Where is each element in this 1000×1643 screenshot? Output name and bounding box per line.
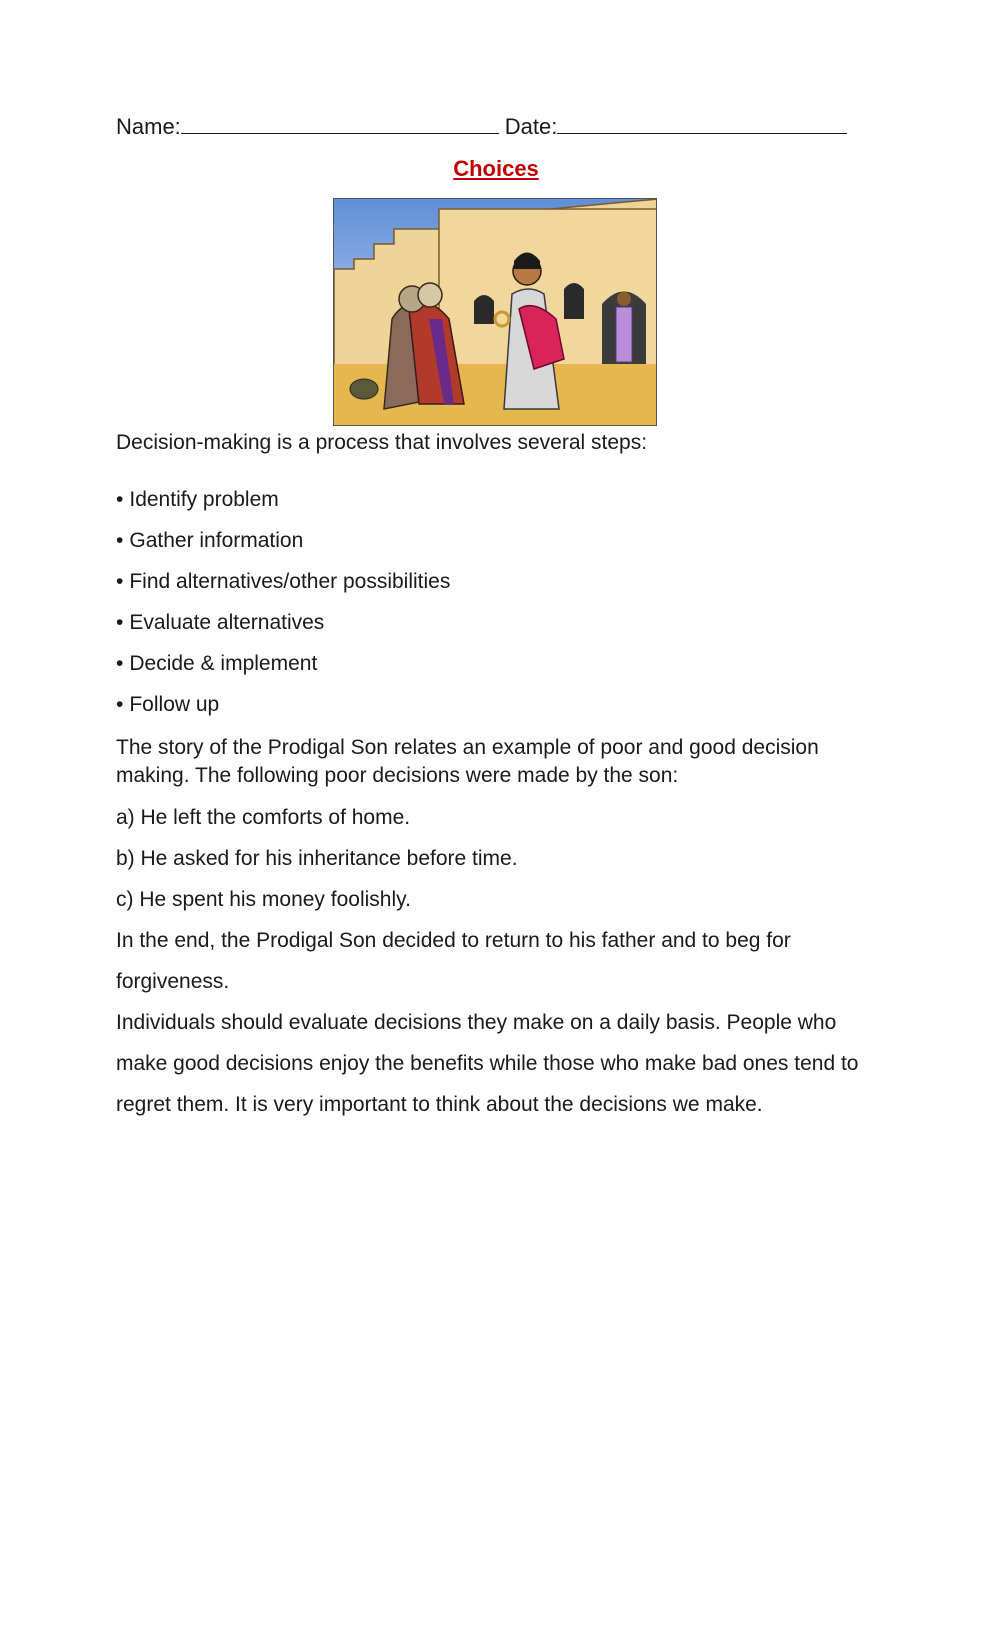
list-item: b) He asked for his inheritance before time. (116, 847, 518, 870)
conclusion-paragraph: Individuals should evaluate decisions they make on a daily basis. People who make good decisions enjoy the benefits while those who make bad ones tend to regret them. It is very important to think about the decisions we make. (116, 1011, 859, 1116)
name-label: Name: (116, 114, 181, 139)
page-title: Choices (453, 156, 539, 181)
intro-text: Decision-making is a process that involves several steps: (116, 431, 648, 454)
list-item: • Follow up (116, 691, 876, 732)
list-item: • Decide & implement (116, 650, 876, 691)
date-blank-line[interactable] (557, 115, 847, 134)
name-blank-line[interactable] (181, 115, 499, 134)
list-item: c) He spent his money foolishly. (116, 888, 411, 911)
prodigal-son-illustration (333, 198, 657, 426)
list-item: • Identify problem (116, 486, 876, 527)
ending-paragraph: In the end, the Prodigal Son decided to return to his father and to beg for forgiveness. (116, 929, 791, 993)
list-item: a) He left the comforts of home. (116, 806, 411, 829)
list-item: • Gather information (116, 527, 876, 568)
decision-steps-list (116, 486, 876, 732)
poor-decisions-list (116, 804, 876, 927)
date-label: Date: (504, 114, 558, 139)
header-line (116, 114, 847, 140)
story-intro-paragraph: The story of the Prodigal Son relates an example of poor and good decision making. The following poor decisions were made by the son: (116, 736, 819, 787)
list-item: • Evaluate alternatives (116, 609, 876, 650)
list-item: • Find alternatives/other possibilities (116, 568, 876, 609)
